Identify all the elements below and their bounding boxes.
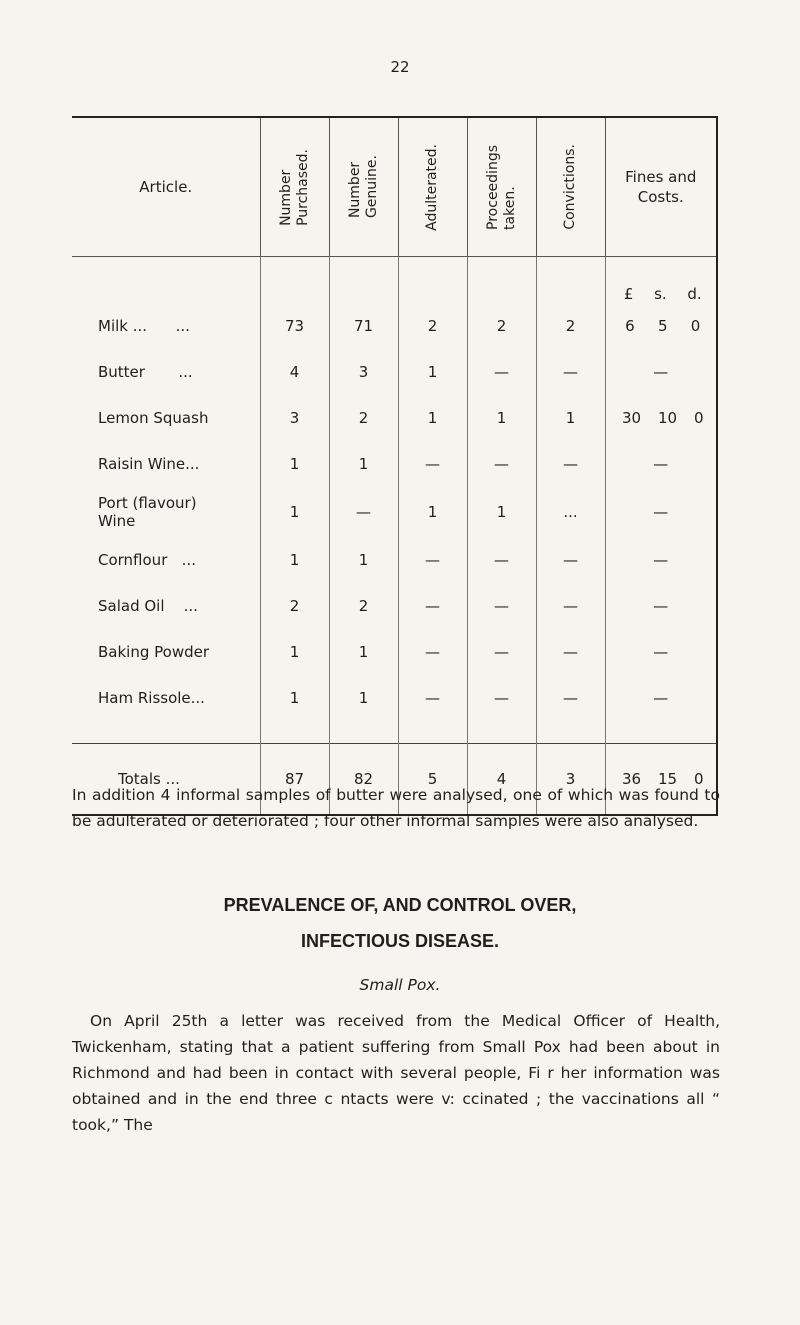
row-article: Port (flavour) Wine (98, 493, 197, 530)
table-body (72, 303, 717, 721)
row-purchased: 1 (260, 675, 329, 721)
row-article: Lemon Squash (98, 408, 209, 427)
row-proceedings: 2 (467, 303, 536, 349)
row-fines: — (605, 583, 717, 629)
row-adulterated: — (398, 583, 467, 629)
row-pence: 0 (690, 316, 701, 335)
table-row (72, 629, 717, 675)
row-purchased: 1 (260, 487, 329, 537)
totals-proceedings: 4 (467, 743, 536, 815)
section-body: On April 25th a letter was received from the Medical Officer of Health, Twickenham, stating that a patient suffering from Small Pox had been about in Richmond and had been in contact with several people, Fi r her information was obtained and in the end three c ntacts were v: ccinated ; the vaccinations all “ took,” The (72, 1012, 720, 1134)
row-proceedings: — (467, 583, 536, 629)
table-row (72, 487, 717, 537)
unit-pounds: £ (623, 284, 634, 303)
row-pounds: 30 (621, 408, 642, 427)
row-adulterated: — (398, 537, 467, 583)
row-shillings: 5 (657, 316, 668, 335)
row-article: Ham Rissole... (98, 688, 205, 707)
row-convictions: — (536, 629, 605, 675)
row-genuine: 1 (329, 675, 398, 721)
row-fines (605, 303, 717, 349)
row-fines: — (605, 487, 717, 537)
page-number: 22 (390, 58, 410, 76)
row-proceedings: 1 (467, 395, 536, 441)
totals-genuine: 82 (329, 743, 398, 815)
row-convictions: ... (536, 487, 605, 537)
row-proceedings: 1 (467, 487, 536, 537)
row-adulterated: 2 (398, 303, 467, 349)
totals-pence: 0 (693, 769, 704, 788)
row-proceedings: — (467, 675, 536, 721)
row-proceedings: — (467, 537, 536, 583)
row-genuine: 2 (329, 583, 398, 629)
row-purchased: 73 (260, 303, 329, 349)
row-convictions: — (536, 583, 605, 629)
header-convictions: Convictions. (562, 144, 578, 230)
row-convictions: 1 (536, 395, 605, 441)
section-heading-line1: PREVALENCE OF, AND CONTROL OVER, (223, 895, 577, 915)
row-article: Milk ... ... (98, 316, 190, 335)
header-adulterated: Adulterated. (424, 143, 440, 231)
row-pence: 0 (693, 408, 704, 427)
header-adulterated-cell (398, 117, 467, 257)
table-row (72, 583, 717, 629)
row-adulterated: — (398, 629, 467, 675)
totals-shillings: 15 (657, 769, 678, 788)
totals-adulterated: 5 (398, 743, 467, 815)
row-fines (605, 395, 717, 441)
row-proceedings: — (467, 629, 536, 675)
totals-label: Totals ... (72, 743, 260, 815)
row-genuine: 3 (329, 349, 398, 395)
unit-pence: d. (687, 284, 702, 303)
table-row (72, 537, 717, 583)
header-purchased-cell (260, 117, 329, 257)
informal-samples-note: In addition 4 informal samples of butter were analysed, one of which was found to be adulterated or deteriorated ; four other informal samples were also analysed. (72, 786, 720, 830)
totals-pounds: 36 (621, 769, 642, 788)
totals-convictions: 3 (536, 743, 605, 815)
header-convictions-cell (536, 117, 605, 257)
row-genuine: — (329, 487, 398, 537)
row-fines: — (605, 349, 717, 395)
row-genuine: 1 (329, 537, 398, 583)
row-pounds: 6 (625, 316, 635, 335)
units-row (72, 257, 717, 303)
row-article: Butter ... (98, 362, 193, 381)
unit-shillings: s. (654, 284, 667, 303)
table-row (72, 441, 717, 487)
row-purchased: 1 (260, 629, 329, 675)
row-article: Raisin Wine... (98, 454, 200, 473)
row-adulterated: 1 (398, 395, 467, 441)
row-shillings: 10 (657, 408, 678, 427)
row-adulterated: — (398, 441, 467, 487)
row-adulterated: — (398, 675, 467, 721)
table-header-row (72, 117, 717, 257)
row-convictions: — (536, 675, 605, 721)
row-convictions: — (536, 537, 605, 583)
row-genuine: 1 (329, 629, 398, 675)
row-fines: — (605, 441, 717, 487)
row-convictions: 2 (536, 303, 605, 349)
row-convictions: — (536, 441, 605, 487)
header-proceedings: Proceedings taken. (484, 144, 518, 230)
row-genuine: 71 (329, 303, 398, 349)
row-purchased: 2 (260, 583, 329, 629)
section-subheading: Small Pox. (359, 976, 441, 994)
row-convictions: — (536, 349, 605, 395)
row-article: Baking Powder (98, 642, 210, 661)
row-purchased: 4 (260, 349, 329, 395)
table-row (72, 349, 717, 395)
section-heading-line2: INFECTIOUS DISEASE. (300, 931, 500, 951)
row-purchased: 3 (260, 395, 329, 441)
row-fines: — (605, 629, 717, 675)
row-article: Cornflour ... (98, 550, 196, 569)
row-proceedings: — (467, 349, 536, 395)
row-proceedings: — (467, 441, 536, 487)
row-article: Salad Oil ... (98, 596, 198, 615)
header-fines: Fines and Costs. (605, 117, 717, 257)
table-row (72, 675, 717, 721)
header-article: Article. (72, 117, 260, 257)
row-fines: — (605, 537, 717, 583)
header-genuine: Number Genuine. (346, 155, 380, 219)
table-row (72, 303, 717, 349)
header-purchased: Number Purchased. (277, 148, 311, 226)
row-adulterated: 1 (398, 487, 467, 537)
row-adulterated: 1 (398, 349, 467, 395)
row-genuine: 1 (329, 441, 398, 487)
row-genuine: 2 (329, 395, 398, 441)
header-genuine-cell (329, 117, 398, 257)
food-samples-table (72, 116, 718, 816)
row-purchased: 1 (260, 441, 329, 487)
totals-purchased: 87 (260, 743, 329, 815)
gap-row (72, 721, 717, 744)
row-purchased: 1 (260, 537, 329, 583)
table-row (72, 395, 717, 441)
header-proceedings-cell (467, 117, 536, 257)
row-fines: — (605, 675, 717, 721)
